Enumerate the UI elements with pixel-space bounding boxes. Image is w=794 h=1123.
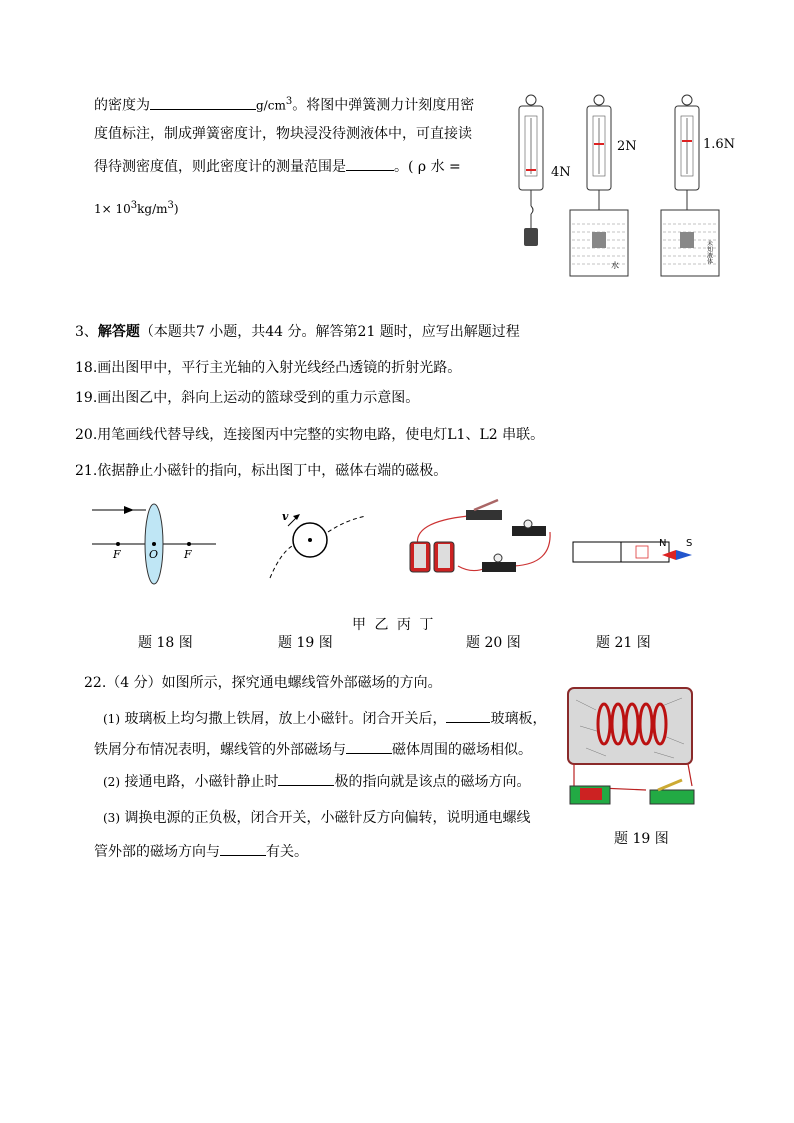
svg-text:S: S — [686, 538, 693, 549]
caption-fig20: 题 20 图 — [466, 635, 521, 651]
battery-icon — [410, 542, 454, 572]
circuit-diagram — [402, 496, 562, 586]
reading-1: 4N — [551, 165, 571, 180]
q22-part3: (3) 调换电源的正负极，闭合开关，小磁针反方向偏转，说明通电螺线 — [103, 810, 531, 826]
spring-scale-figure — [505, 90, 745, 290]
q22-part3b: 管外部的磁场方向与 有关。 — [94, 841, 308, 862]
q22-part1b: 铁屑分布情况表明，螺线管的外部磁场与 磁体周围的磁场相似。 — [94, 739, 532, 760]
reading-3: 1.6N — [703, 137, 736, 152]
spring-scale-1 — [519, 95, 543, 246]
lamp2-icon — [482, 554, 516, 572]
q21-text: 21.依据静止小磁针的指向，标出图丁中，磁体右端的磁极。 — [75, 463, 448, 479]
q17-line2: 度值标注，制成弹簧密度计，物块浸没待测液体中，可直接读 — [94, 126, 472, 142]
q17-line1: 的密度为 $g/cm^3$。将图中弹簧测力计刻度用密 — [94, 96, 475, 114]
caption-fig19: 题 19 图 — [278, 635, 333, 651]
svg-text:v: v — [282, 510, 289, 523]
water-label: 水 — [611, 261, 619, 270]
q18-text: 18.画出图甲中，平行主光轴的入射光线经凸透镜的折射光路。 — [75, 360, 462, 376]
basketball-diagram — [262, 506, 372, 584]
svg-text:F: F — [184, 548, 192, 561]
section-3-heading: 3、解答题（本题共7 小题，共44 分。解答第21 题时，应写出解题过程 — [75, 324, 520, 340]
spring-scale-2 — [570, 95, 628, 276]
q22-heading: 22.（4 分）如图所示，探究通电螺线管外部磁场的方向。 — [84, 675, 442, 691]
q17-line3: 得待测密度值，则此密度计的测量范围是 。( ρ 水 = — [94, 156, 461, 177]
spring-scale-3 — [661, 95, 719, 276]
q19-text: 19.画出图乙中，斜向上运动的篮球受到的重力示意图。 — [75, 390, 420, 406]
switch-icon — [650, 780, 694, 804]
lamp1-icon — [512, 520, 546, 536]
arrow-icon — [124, 506, 134, 514]
q22-part2: (2) 接通电路，小磁针静止时 极的指向就是该点的磁场方向。 — [103, 771, 530, 792]
compass-south-icon — [676, 550, 692, 560]
caption-q22-figure: 题 19 图 — [614, 831, 669, 847]
caption-fig21: 题 21 图 — [596, 635, 651, 651]
lens-diagram — [88, 498, 218, 588]
caption-fig18: 题 18 图 — [138, 635, 193, 651]
reading-2: 2N — [617, 139, 637, 154]
battery-icon — [570, 786, 610, 804]
figure-labels-jiayi: 甲 乙 丙 丁 — [352, 617, 436, 633]
svg-text:O: O — [149, 548, 159, 561]
svg-text:N: N — [659, 538, 667, 549]
q22-part1: (1) 玻璃板上均匀撒上铁屑，放上小磁针。闭合开关后， 玻璃板， — [103, 708, 546, 729]
magnet-diagram — [570, 535, 700, 569]
velocity-arrow-icon — [293, 514, 300, 520]
switch-icon — [466, 500, 502, 520]
svg-text:F: F — [113, 548, 121, 561]
q20-text: 20.用笔画线代替导线，连接图丙中完整的实物电路，使电灯L1、L2 串联。 — [75, 427, 545, 443]
unknown-liquid-label: 未知液体 — [705, 240, 713, 264]
solenoid-figure — [566, 686, 698, 822]
q17-line4: $1\times 10^3kg/m^3$) — [94, 200, 179, 216]
